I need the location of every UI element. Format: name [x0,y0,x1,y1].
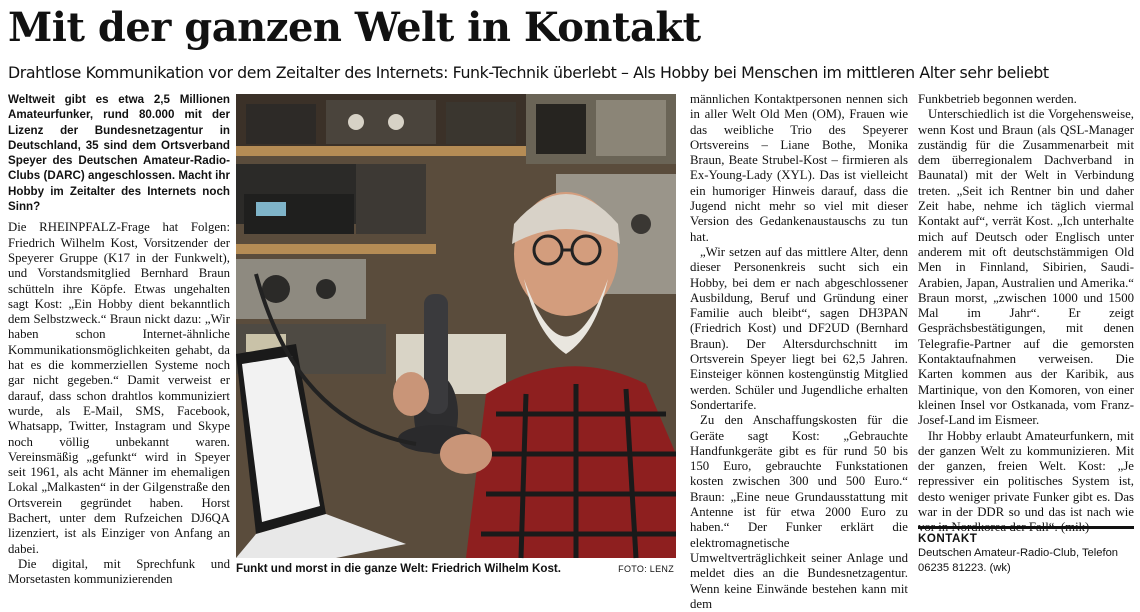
article-column-4 [918,92,1134,542]
caption-text: Funkt und morst in die ganze Welt: Friedrich Wilhelm Kost. [236,562,561,575]
paragraph: Die digital, mit Sprechfunk und Morsetasten kommunizierenden [8,556,230,587]
paragraph: männlichen Kontaktpersonen nennen sich in aller Welt Old Men (OM), Frauen wie das weibliche Trio des Speyerer Ortsvereins – Liane Bothe, Monika Braun, Beate Strubel-Kost – firmieren als Ex-Young-Lady (XYL). Das ist vielleicht ein humoriger Hinweis darauf, dass die Jugend nicht mehr so viel mit dieser Version des Gedankenaustauschs zu tun hat. [690,92,908,244]
contact-box [918,526,1134,576]
contact-title: KONTAKT [918,526,1134,546]
article-photo [236,94,676,558]
paragraph: Unterschiedlich ist die Vorgehensweise, wenn Kost und Braun (als QSL-Manager zuständig für die Zusammenarbeit mit dem überregionalem Dachverband in Baunatal) mit der Welt in Verbindung treten. „Seit ich Rentner bin und daher Zeit habe, nehme ich täglich viermal Kontakt auf“, verrät Kost. „Ich unterhalte mich auf Deutsch oder Englisch unter anderem mit oft deutschstämmigen Old Men in Finnland, Sibirien, Saudi-Arabien, Japan, Australien und Amerika.“ Braun morst, „zwischen 1000 und 1500 Mal im Jahr“. Er zeigt Gesprächsbestätigungen, mit denen Telegrafie-Partner auf die gemorsten Kontaktaufnahmen verweisen. Die Karten kommen aus der Karibik, aus Martinique, von den Komoren, von einer kleinen Insel vor Ostkanada, vom Franz-Josef-Land im Eismeer. [918,107,1134,428]
paragraph: Funkbetrieb begonnen werden. [918,92,1077,106]
article-headline: Mit der ganzen Welt in Kontakt [8,4,701,51]
paragraph: „Wir setzen auf das mittlere Alter, denn dieser Personenkreis sucht sich ein Hobby, bei dem er nach abgeschlossener Ausbildung, Beruf und Gründung einer Familie auch bleibt“, sagen DH3PAN (Friedrich Kost) und DF2UD (Bernhard Braun). Der Altersdurchschnitt im Ortsverein Speyer liegt bei 62,5 Jahren. Einsteiger können kostengünstig Mitglied werden. Schüler und Jugendliche erhalten Sondertarife. [690,244,908,412]
article-column-3 [690,92,908,611]
paragraph: Zu den Anschaffungskosten für die Geräte sagt Kost: „Gebrauchte Handfunkgeräte gibt es für rund 50 bis 150 Euro, gebrauchte Funkstationen kosten zwischen 300 und 500 Euro.“ Braun: „Eine neue Grundausstattung mit Antenne ist für etwa 2000 Euro zu haben.“ Der Funker erklärt die elektromagnetische Umweltverträglichkeit seiner Anlage und meldet dies an die Bundesnetzagentur. Wenn keine Einwände bestehen kann mit dem [690,413,908,611]
article-lead: Weltweit gibt es etwa 2,5 Millionen Amateurfunker, rund 80.000 mit der Lizenz der Bundesnetzagentur in Deutschland, 35 sind dem Ortsverband Speyer des Deutschen Amateur-Radio-Clubs (DARC) angeschlossen. Macht ihr Hobby im Zeitalter des Internets noch Sinn? [8,93,230,214]
photo-credit: FOTO: LENZ [618,564,674,574]
photo-caption [236,560,676,578]
article-subheadline: Drahtlose Kommunikation vor dem Zeitalter des Internets: Funk-Technik überlebt – Als Hobby bei Menschen im mittleren Alter sehr beliebt [8,63,1049,82]
paragraph: Die RHEINPFALZ-Frage hat Folgen: Friedrich Wilhelm Kost, Vorsitzender der Speyerer Gruppe (K17 in der Funkwelt), und Vorstandsmitglied Bernhard Braun schütteln ihre Köpfe. Etwas ungehalten sagt Kost: „Ein Hobby dient bekanntlich dem Selbstzweck.“ Braun nickt dazu: „Wir haben schon Internet-ähnliche Kommunikationsmöglichkeiten gehabt, da hat es die kommerziellen Systeme noch gar nicht gegeben.“ Damit verweist er darauf, dass schon drahtlos kommuniziert wurde, als E-Mail, SMS, Facebook, Whatsapp, Twitter, Instagram und Skype noch völlig unbekannt waren. Vereinsmäßig „gefunkt“ wird in Speyer seit 1961, als acht Männer im ehemaligen Lokal „Malkasten“ in der Gilgenstraße den Ortsverein gegründet haben. Horst Bachert, unter dem Rufzeichen DJ6QA lizenziert, ist als Einziger von Anfang an dabei. [8,220,230,556]
contact-body: Deutschen Amateur-Radio-Club, Telefon 06235 81223. (wk) [918,547,1119,574]
paragraph: Ihr Hobby erlaubt Amateurfunkern, mit der ganzen Welt zu kommunizieren. Mit der ganzen, freien Welt. Kost: „Je repressiver ein politisches System ist, desto weniger private Funker gibt es. Das war in der DDR so und das ist nach wie vor in Nordkorea der Fall“. (mik) [918,428,1134,535]
article-column-1 [8,92,230,587]
radio-operator-photo [236,94,676,558]
